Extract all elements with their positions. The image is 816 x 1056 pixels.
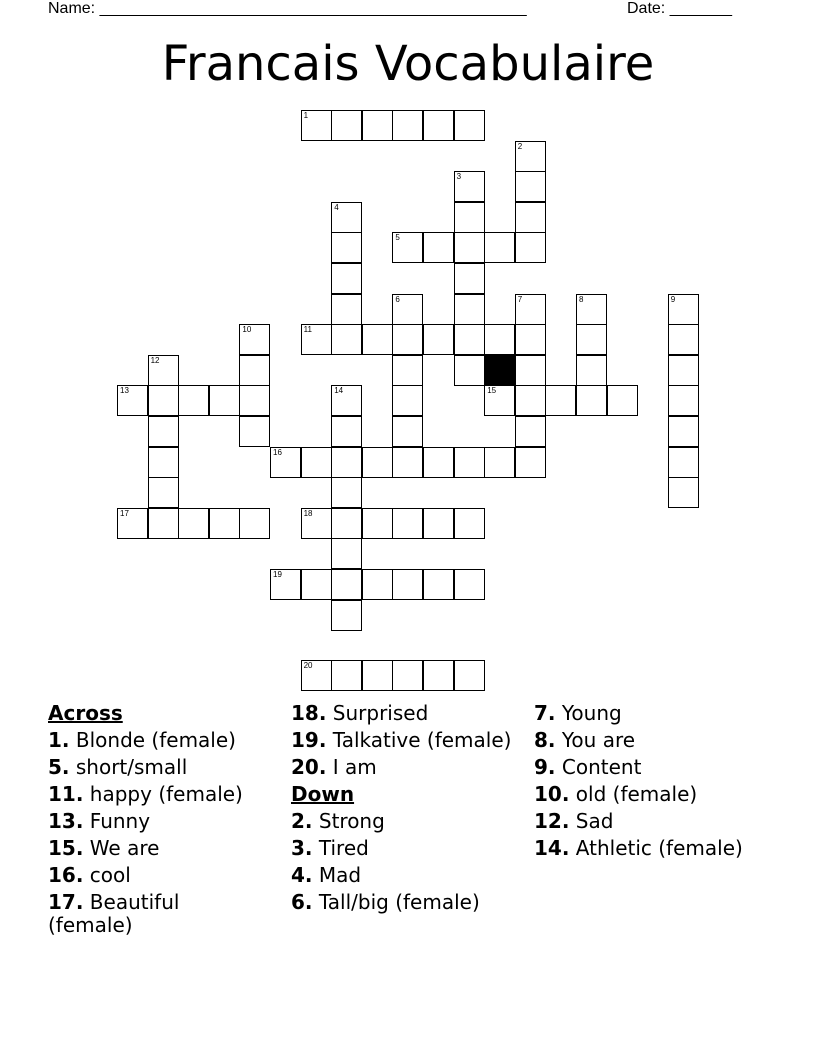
clue-number-label: 10. — [534, 782, 570, 806]
grid-cell[interactable] — [423, 324, 454, 355]
clue-item — [48, 756, 268, 779]
clue-text: We are — [89, 836, 160, 860]
grid-cell[interactable] — [576, 385, 607, 416]
clue-item — [534, 756, 764, 779]
clue-number-label: 16. — [48, 863, 84, 887]
grid-cell[interactable] — [454, 447, 485, 478]
grid-cell[interactable] — [301, 447, 332, 478]
clue-number-label: 18. — [291, 701, 327, 725]
clue-number: 10 — [242, 325, 252, 335]
clue-text: cool — [89, 863, 131, 887]
grid-cell[interactable] — [454, 171, 485, 202]
clue-number: 5 — [395, 233, 400, 243]
clue-text: Beautiful (female) — [48, 890, 180, 937]
grid-cell[interactable] — [392, 416, 423, 447]
grid-cell[interactable] — [239, 416, 270, 447]
grid-cell[interactable] — [392, 232, 423, 263]
clue-number: 15 — [487, 386, 497, 396]
grid-cell[interactable] — [270, 569, 301, 600]
grid-cell[interactable] — [331, 294, 362, 325]
clue-number-label: 9. — [534, 755, 556, 779]
grid-cell[interactable] — [423, 660, 454, 691]
grid-cell[interactable] — [392, 355, 423, 386]
grid-cell[interactable] — [148, 355, 179, 386]
grid-cell[interactable] — [454, 202, 485, 233]
grid-cell[interactable] — [331, 232, 362, 263]
header — [48, 0, 748, 20]
grid-cell[interactable] — [392, 660, 423, 691]
clue-item — [291, 837, 521, 860]
clue-text: Tired — [318, 836, 369, 860]
clue-text: old (female) — [575, 782, 698, 806]
clue-text: Content — [561, 755, 642, 779]
grid-cell[interactable] — [392, 385, 423, 416]
grid-cell[interactable] — [515, 324, 546, 355]
clue-item — [534, 702, 764, 725]
grid-cell[interactable] — [668, 324, 699, 355]
clue-column-2 — [291, 702, 521, 918]
grid-cell[interactable] — [515, 447, 546, 478]
grid-cell[interactable] — [515, 202, 546, 233]
clue-text: Strong — [318, 809, 385, 833]
clue-column-1 — [48, 702, 268, 941]
grid-cell[interactable] — [668, 385, 699, 416]
grid-cell[interactable] — [576, 355, 607, 386]
grid-cell[interactable] — [515, 232, 546, 263]
clue-number: 11 — [303, 325, 312, 335]
clue-text: Tall/big (female) — [318, 890, 480, 914]
clue-text: Funny — [89, 809, 151, 833]
clue-text: Talkative (female) — [332, 728, 512, 752]
clue-number: 14 — [334, 386, 344, 396]
clue-item — [534, 837, 764, 860]
grid-cell[interactable] — [454, 110, 485, 141]
date-field[interactable]: Date: _______ — [627, 0, 732, 17]
grid-cell[interactable] — [454, 355, 485, 386]
clue-number: 12 — [150, 355, 160, 365]
grid-cell[interactable] — [515, 355, 546, 386]
grid-cell[interactable] — [148, 477, 179, 508]
grid-cell[interactable] — [423, 569, 454, 600]
grid-cell[interactable] — [117, 508, 148, 539]
grid-cell[interactable] — [331, 600, 362, 631]
clue-item — [48, 729, 268, 752]
clue-number-label: 8. — [534, 728, 556, 752]
clue-text: Surprised — [332, 701, 429, 725]
grid-cell[interactable] — [392, 294, 423, 325]
clue-number: 17 — [120, 508, 129, 518]
grid-cell[interactable] — [362, 324, 393, 355]
clue-item — [291, 702, 521, 725]
grid-cell[interactable] — [454, 294, 485, 325]
clue-number: 9 — [670, 294, 676, 304]
grid-cell[interactable] — [331, 263, 362, 294]
grid-cell[interactable] — [148, 508, 179, 539]
grid-cell[interactable] — [423, 232, 454, 263]
clue-number: 16 — [273, 447, 282, 457]
clue-number-label: 15. — [48, 836, 84, 860]
clue-number-label: 3. — [291, 836, 313, 860]
grid-cell[interactable] — [423, 447, 454, 478]
page-title: Francais Vocabulaire — [161, 36, 655, 92]
grid-cell[interactable] — [301, 508, 332, 539]
clue-text: Mad — [318, 863, 362, 887]
grid-cell[interactable] — [668, 355, 699, 386]
grid-cell[interactable] — [392, 110, 423, 141]
clue-text: You are — [561, 728, 636, 752]
grid-cell[interactable] — [454, 263, 485, 294]
clue-number: 13 — [120, 386, 129, 396]
grid-cell[interactable] — [331, 447, 362, 478]
grid-cell[interactable] — [331, 538, 362, 569]
clue-item — [48, 783, 268, 806]
clue-text: short/small — [75, 755, 188, 779]
clue-item — [534, 810, 764, 833]
grid-cell[interactable] — [454, 660, 485, 691]
grid-cell[interactable] — [331, 416, 362, 447]
grid-cell[interactable] — [454, 569, 485, 600]
clue-text: Athletic (female) — [575, 836, 743, 860]
clue-number-label: 4. — [291, 863, 313, 887]
grid-cell[interactable] — [362, 447, 393, 478]
grid-cell[interactable] — [178, 508, 209, 539]
grid-cell[interactable] — [484, 324, 515, 355]
grid-cell[interactable] — [270, 447, 301, 478]
grid-cell[interactable] — [209, 508, 240, 539]
grid-cell[interactable] — [331, 477, 362, 508]
grid-cell[interactable] — [392, 569, 423, 600]
grid-cell[interactable] — [454, 324, 485, 355]
grid-cell[interactable] — [331, 660, 362, 691]
grid-cell[interactable] — [454, 232, 485, 263]
grid-cell[interactable] — [301, 324, 332, 355]
clue-number-label: 17. — [48, 890, 84, 914]
grid-cell[interactable] — [239, 324, 270, 355]
grid-cell[interactable] — [668, 477, 699, 508]
clue-item — [291, 891, 521, 914]
grid-cell[interactable] — [239, 508, 270, 539]
clue-column-3 — [534, 702, 764, 864]
grid-cell[interactable] — [239, 355, 270, 386]
grid-cell[interactable] — [454, 508, 485, 539]
clue-item — [48, 837, 268, 860]
grid-cell[interactable] — [148, 385, 179, 416]
grid-cell[interactable] — [178, 385, 209, 416]
clue-number-label: 1. — [48, 728, 70, 752]
grid-cell[interactable] — [148, 416, 179, 447]
clue-number: 18 — [303, 508, 313, 518]
clue-number: 3 — [456, 172, 462, 182]
grid-cell[interactable] — [362, 660, 393, 691]
grid-cell[interactable] — [117, 385, 148, 416]
grid-cell[interactable] — [148, 447, 179, 478]
clue-number-label: 2. — [291, 809, 313, 833]
across-heading: Across — [48, 701, 123, 725]
grid-cell[interactable] — [423, 508, 454, 539]
clue-item — [534, 783, 764, 806]
clue-number: 7 — [517, 294, 523, 304]
grid-cell[interactable] — [362, 508, 393, 539]
grid-cell[interactable] — [362, 110, 393, 141]
clue-item — [48, 891, 268, 937]
clue-number-label: 13. — [48, 809, 84, 833]
grid-cell[interactable] — [484, 447, 515, 478]
grid-cell[interactable] — [392, 324, 423, 355]
clue-item — [291, 810, 521, 833]
grid-cell[interactable] — [607, 385, 638, 416]
grid-cell[interactable] — [362, 569, 393, 600]
grid-cell[interactable] — [301, 569, 332, 600]
grid-cell[interactable] — [331, 569, 362, 600]
grid-cell[interactable] — [576, 324, 607, 355]
grid-cell[interactable] — [515, 385, 546, 416]
grid-black-cell — [484, 355, 515, 386]
clue-text: I am — [332, 755, 377, 779]
clue-number-label: 7. — [534, 701, 556, 725]
grid-cell[interactable] — [331, 110, 362, 141]
grid-cell[interactable] — [331, 324, 362, 355]
clue-number: 2 — [517, 141, 523, 151]
grid-cell[interactable] — [301, 110, 332, 141]
grid-cell[interactable] — [331, 508, 362, 539]
clue-text: Blonde (female) — [75, 728, 236, 752]
grid-cell[interactable] — [392, 508, 423, 539]
clue-item — [291, 756, 521, 779]
down-heading: Down — [291, 782, 355, 806]
clue-number: 1 — [303, 111, 309, 120]
clue-number-label: 6. — [291, 890, 313, 914]
clue-number: 19 — [273, 570, 282, 579]
grid-cell[interactable] — [515, 294, 546, 325]
clue-number: 6 — [395, 294, 400, 304]
grid-cell[interactable] — [668, 447, 699, 478]
grid-cell[interactable] — [423, 110, 454, 141]
clue-number: 4 — [334, 202, 339, 212]
grid-cell[interactable] — [484, 232, 515, 263]
clue-text: Young — [561, 701, 622, 725]
clue-item — [48, 864, 268, 887]
clue-item — [48, 810, 268, 833]
clue-number: 20 — [303, 661, 313, 670]
clue-text: Sad — [575, 809, 614, 833]
grid-cell[interactable] — [239, 385, 270, 416]
clue-number-label: 11. — [48, 782, 84, 806]
clue-number: 8 — [579, 294, 584, 304]
grid-cell[interactable] — [576, 294, 607, 325]
grid-cell[interactable] — [331, 202, 362, 233]
name-field[interactable]: Name: ________________________________________________ — [48, 0, 527, 17]
grid-cell[interactable] — [545, 385, 576, 416]
grid-cell[interactable] — [668, 416, 699, 447]
grid-cell[interactable] — [484, 385, 515, 416]
grid-cell[interactable] — [515, 141, 546, 172]
grid-cell[interactable] — [209, 385, 240, 416]
grid-cell[interactable] — [515, 416, 546, 447]
grid-cell[interactable] — [668, 294, 699, 325]
clue-number-label: 19. — [291, 728, 327, 752]
clue-number-label: 20. — [291, 755, 327, 779]
clue-number-label: 14. — [534, 836, 570, 860]
grid-cell[interactable] — [331, 385, 362, 416]
grid-cell[interactable] — [515, 171, 546, 202]
grid-cell[interactable] — [301, 660, 332, 691]
clue-item — [534, 729, 764, 752]
clue-item — [291, 864, 521, 887]
clue-text: happy (female) — [89, 782, 243, 806]
clue-number-label: 5. — [48, 755, 70, 779]
clue-item — [291, 729, 521, 752]
grid-cell[interactable] — [392, 447, 423, 478]
clue-number-label: 12. — [534, 809, 570, 833]
